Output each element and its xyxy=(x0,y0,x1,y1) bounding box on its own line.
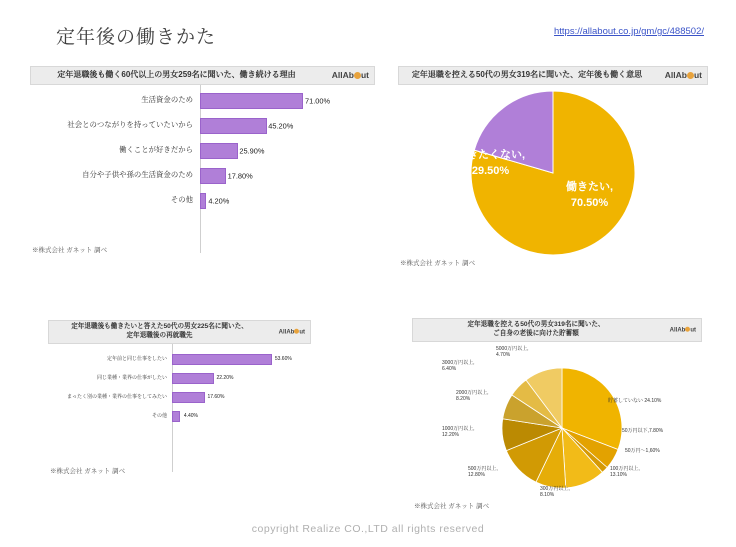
pie-slice-label xyxy=(442,360,475,373)
bar-value: 45.20% xyxy=(268,121,294,131)
pie-slice-label xyxy=(456,390,489,403)
bar-track xyxy=(200,193,375,209)
panel-header xyxy=(48,320,311,344)
pie-slice-value: 24.10% xyxy=(644,397,662,404)
bar-fill xyxy=(200,193,206,209)
bar-value: 53.60% xyxy=(274,356,292,363)
bar-value: 25.90% xyxy=(239,146,265,156)
bar-fill xyxy=(200,93,303,109)
pie-chart-2 xyxy=(398,85,708,260)
bar-row xyxy=(30,118,375,134)
page-title: 定年後の働きかた xyxy=(56,27,217,48)
pie-slice-text: 300万円以上, 8.10% xyxy=(540,485,570,499)
panel-work-intention xyxy=(398,66,708,267)
pie-slice-text: 1000万円以上, 12.20% xyxy=(442,425,475,439)
bar-row xyxy=(30,193,375,209)
panel-title xyxy=(467,321,604,339)
panel-rehire-destination xyxy=(48,320,311,475)
bar-fill xyxy=(172,373,214,384)
bar-value: 17.80% xyxy=(227,171,253,181)
pie-slice-text: 100万円以上, 13.10% xyxy=(610,465,640,479)
panel-title: 定年退職を控える50代の男女319名に聞いた、定年後も働く意思 xyxy=(411,70,643,79)
bar-label: 自分や子供や孫の生活資金のため xyxy=(82,170,193,180)
bar-row xyxy=(30,168,375,184)
pie-slice-label: 働きたくない, 29.50% xyxy=(456,148,526,178)
panel-title xyxy=(71,323,248,341)
allabout-logo: AllAb ut xyxy=(669,327,696,334)
bar-label: その他 xyxy=(170,195,193,205)
chart-4-plot xyxy=(412,342,702,507)
copyright-text: copyright Realize CO.,LTD all rights reserved xyxy=(251,523,485,535)
bar-track xyxy=(200,143,375,159)
bar-track xyxy=(200,168,375,184)
bar-value: 17.60% xyxy=(207,394,225,401)
bar-fill xyxy=(172,411,180,422)
source-link[interactable]: https://allabout.co.jp/gm/gc/488502/ xyxy=(554,26,704,37)
pie-slice-name: 働きたい xyxy=(566,180,610,193)
bar-row xyxy=(30,93,375,109)
panel-savings xyxy=(412,318,702,510)
bar-label: その他 xyxy=(151,413,167,420)
chart-1-note: ※株式会社 ガネット 調べ xyxy=(32,246,108,254)
panel-header xyxy=(398,66,708,85)
chart-2-plot xyxy=(398,85,708,260)
panel-title-line2: 定年退職後の再就職先 xyxy=(126,331,193,339)
bar-row xyxy=(48,354,311,365)
bar-value: 22.20% xyxy=(216,375,234,382)
bar-track xyxy=(200,118,375,134)
panel-header xyxy=(412,318,702,342)
panel-title-line2: ご自身の老後に向けた貯蓄額 xyxy=(493,329,579,337)
pie-slice-label xyxy=(442,426,475,439)
bar-track xyxy=(172,373,311,384)
bar-fill xyxy=(172,392,205,403)
allabout-logo: AllAb ut xyxy=(664,70,702,81)
bar-label: 社会とのつながりを持っていたいから xyxy=(67,120,193,130)
panel-work-reasons xyxy=(30,66,375,254)
pie-slice-text: 5000万円以上, 4.70% xyxy=(496,345,529,359)
bar-track xyxy=(172,392,311,403)
panel-header xyxy=(30,66,375,85)
bar-fill xyxy=(200,143,238,159)
bar-track xyxy=(172,411,311,422)
panel-title-line1: 定年退職を控える50代の男女319名に聞いた、 xyxy=(467,321,605,328)
pie-slice-name: 貯蓄していない xyxy=(608,397,644,404)
pie-slice-label xyxy=(496,346,529,359)
pie-slice-name: 働きたくない xyxy=(456,148,522,161)
panel-title-line1: 定年退職後も働きたいと答えた50代の男女225名に聞いた、 xyxy=(71,323,248,330)
bar-row xyxy=(30,143,375,159)
pie-slice-label xyxy=(540,486,570,499)
pie-slice-text: 3000万円以上, 6.40% xyxy=(442,359,475,373)
chart-2-note: ※株式会社 ガネット 調べ xyxy=(400,259,476,267)
bar-value: 4.20% xyxy=(208,196,230,206)
pie-slice-text: 2000万円以上, 8.20% xyxy=(456,389,489,403)
chart-3-note: ※株式会社 ガネット 調べ xyxy=(50,467,126,475)
bar-track xyxy=(200,93,375,109)
pie-slice-label: 働きたい, 70.50% xyxy=(566,180,614,210)
chart-3-plot xyxy=(48,344,311,472)
allabout-logo: AllAb ut xyxy=(331,70,369,81)
pie-slice-label xyxy=(608,398,661,405)
bar-label: 働くことが好きだから xyxy=(119,145,193,155)
allabout-logo: AllAb ut xyxy=(278,329,305,336)
bar-value: 4.40% xyxy=(183,413,198,420)
bar-label: 同じ業種・業界の仕事がしたい xyxy=(96,375,167,382)
chart-1-plot xyxy=(30,85,375,253)
bar-fill xyxy=(172,354,272,365)
bar-row xyxy=(48,373,311,384)
pie-slice-text: 50万円～1,60% xyxy=(625,447,660,454)
pie-slice-value: 70.50% xyxy=(570,197,609,210)
pie-slice-label xyxy=(468,466,498,479)
pie-slice-value: 29.50% xyxy=(471,165,510,178)
bar-fill xyxy=(200,118,267,134)
panel-title: 定年退職後も働く60代以上の男女259名に聞いた、働き続ける理由 xyxy=(57,70,296,79)
bar-value: 71.00% xyxy=(305,96,331,106)
chart-4-note: ※株式会社 ガネット 調べ xyxy=(414,502,490,510)
pie-slice-label xyxy=(610,466,640,479)
bar-fill xyxy=(200,168,226,184)
pie-slice-label xyxy=(625,448,660,455)
pie-slice-text: 50万円以下,7.80% xyxy=(622,427,664,434)
bar-label: 定年前と同じ仕事をしたい xyxy=(106,356,167,363)
bar-row xyxy=(48,392,311,403)
bar-label: まったく別の業種・業界の仕事をしてみたい xyxy=(66,394,167,401)
pie-slice-label xyxy=(622,428,663,435)
bar-track xyxy=(172,354,311,365)
bar-row xyxy=(48,411,311,422)
bar-label: 生活資金のため xyxy=(141,95,193,105)
pie-slice-text: 500万円以上, 12.80% xyxy=(468,465,498,479)
